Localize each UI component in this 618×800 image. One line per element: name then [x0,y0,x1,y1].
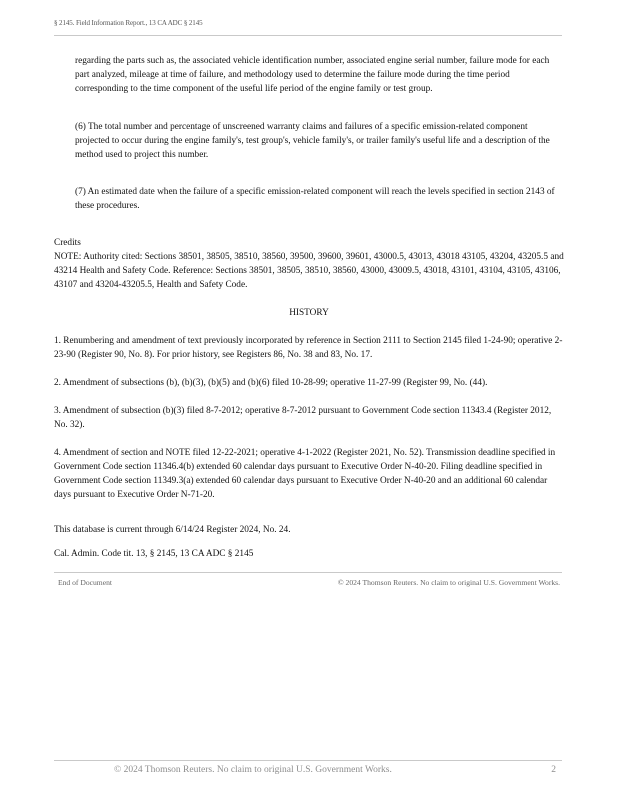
credits-note: NOTE: Authority cited: Sections 38501, 38505, 38510, 38560, 39500, 39600, 39601, 43000.5, 43013, 43018 43105, 43204, 43205.5 and 43214 Health and Safety Code. Reference: Sections 38501, 38505, 38510, 38560, 43000, 43009.5, 43018, 43101, 43104, 43105, 43106, 43107 and 43204-43205.5, Health and Safety Code. [54,252,564,290]
database-currency-note: This database is current through 6/14/24 Register 2024, No. 24. [54,525,291,535]
footer-copyright: © 2024 Thomson Reuters. No claim to original U.S. Government Works. [114,765,392,775]
footer-divider [54,760,562,761]
citation: Cal. Admin. Code tit. 13, § 2145, 13 CA ADC § 2145 [54,549,254,559]
end-of-document-divider [54,572,562,573]
history-heading: HISTORY [289,308,329,318]
history-item: 4. Amendment of section and NOTE filed 12-22-2021; operative 4-1-2022 (Register 2021, No. 52). Transmission deadline specified in Government Code section 11346.4(b) extended 60 calendar days pursuant to Executive Order N-40-20. Filing deadline specified in Government Code section 11349.3(a) extended 60 calendar days pursuant to Executive Order N-40-20 and an additional 60 calendar days pursuant to Executive Order N-71-20. [54,448,556,500]
credits-label: Credits [54,238,81,248]
end-of-document-copyright: © 2024 Thomson Reuters. No claim to original U.S. Government Works. [337,578,560,587]
paragraph-item-7: (7) An estimated date when the failure of a specific emission-related component will reach the levels specified in section 2143 of these procedures. [75,187,555,211]
end-of-document-label: End of Document [58,578,112,587]
paragraph-continued: regarding the parts such as, the associated vehicle identification number, associated engine serial number, failure mode for each part analyzed, mileage at time of failure, and methodology used to determine the failure mode during the time period corresponding to the time component of the useful life period of the engine family or test group. [75,56,550,94]
running-header: § 2145. Field Information Report., 13 CA ADC § 2145 [54,19,203,27]
history-item: 2. Amendment of subsections (b), (b)(3), (b)(5) and (b)(6) filed 10-28-99; operative 11-27-99 (Register 99, No. (44). [54,378,488,388]
header-divider [54,35,562,36]
history-item: 3. Amendment of subsection (b)(3) filed 8-7-2012; operative 8-7-2012 pursuant to Government Code section 11343.4 (Register 2012, No. 32). [54,406,552,430]
paragraph-item-6: (6) The total number and percentage of unscreened warranty claims and failures of a specific emission-related component projected to occur during the engine family's, test group's, vehicle family's, or trailer family's useful life and a description of the method used to project this number. [75,122,550,160]
history-item: 1. Renumbering and amendment of text previously incorporated by reference in Section 2111 to Section 2145 filed 1-24-90; operative 2-23-90 (Register 90, No. 8). For prior history, see Registers 86, No. 38 and 83, No. 17. [54,336,563,360]
page-number: 2 [551,765,556,775]
